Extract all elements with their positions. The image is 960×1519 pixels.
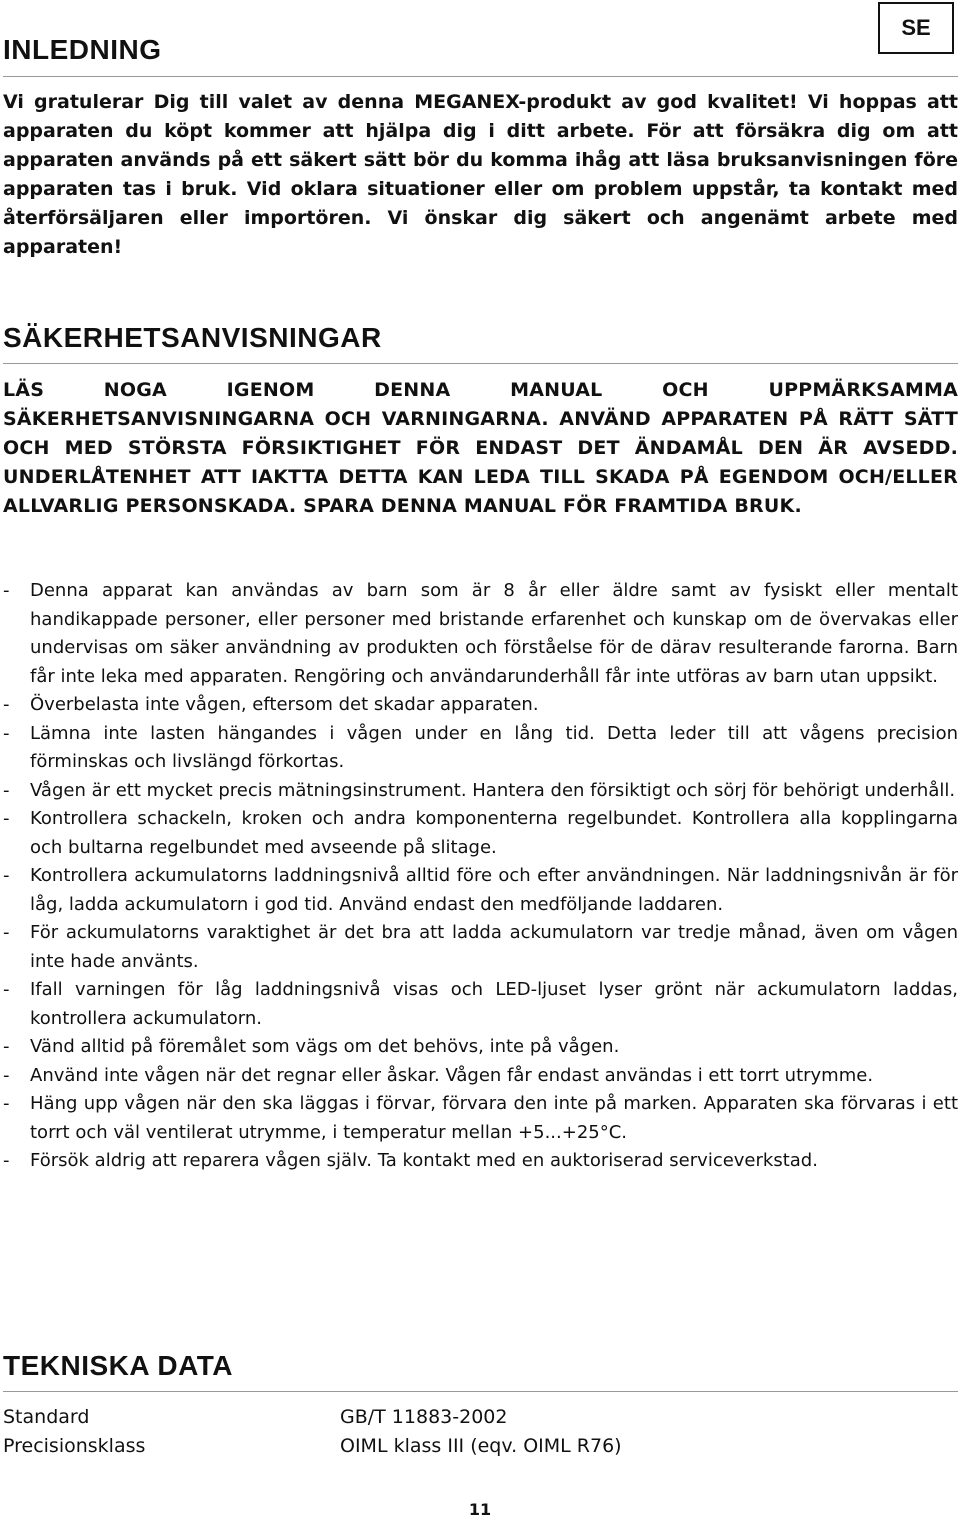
bullet-text: Denna apparat kan användas av barn som är 8 år eller äldre samt av fysiskt eller mentalt handikappade personer, eller personer med bristande erfarenhet och kunskap om de övervakas eller undervisas om säker användning av produkten och förståelse för de därav resulterande farorna. Barn får inte leka med apparaten. Rengöring och användarunderhåll får inte utföras av barn utan uppsikt. [30,580,958,687]
bullet-text: Kontrollera ackumulatorns laddningsnivå alltid före och efter användningen. När laddningsnivån är för låg, ladda ackumulatorn i god tid. Använd endast den medföljande laddaren. [30,865,958,915]
bullet-dash: - [3,922,10,943]
list-item [3,1033,958,1062]
bullet-dash: - [3,1093,10,1114]
safety-list [3,577,958,1176]
safety-divider [3,363,958,364]
bullet-text: Lämna inte lasten hängandes i vågen under en lång tid. Detta leder till att vågens precision förminskas och livslängd förkortas. [30,722,958,772]
spec-label: Standard [3,1406,90,1428]
list-item [3,805,958,862]
bullet-dash: - [3,580,10,601]
bullet-dash: - [3,779,10,801]
spec-row-precision [3,1435,703,1457]
spec-row-standard [3,1406,703,1428]
intro-title: INLEDNING [3,34,162,65]
tech-divider [3,1391,958,1392]
page-number: 11 [468,1500,492,1519]
list-item [3,577,958,691]
bullet-text: För ackumulatorns varaktighet är det bra att ladda ackumulatorn var tredje månad, även om vågen inte hade använts. [30,922,958,972]
list-item [3,691,958,720]
bullet-dash: - [3,694,10,715]
spec-label: Precisionsklass [3,1435,146,1457]
list-item [3,1090,958,1147]
spec-value: OIML klass III (eqv. OIML R76) [340,1435,622,1457]
bullet-text: Försök aldrig att reparera vågen själv. Ta kontakt med en auktoriserad serviceverkstad. [30,1150,818,1171]
bullet-text: Häng upp vågen när den ska läggas i förvar, förvara den inte på marken. Apparaten ska förvaras i ett torrt och väl ventilerat utrymme, i temperatur mellan +5...+25°C. [30,1093,958,1143]
bullet-dash: - [3,808,10,829]
safety-title: SÄKERHETSANVISNINGAR [3,322,382,353]
list-item [3,1062,958,1091]
spec-value: GB/T 11883-2002 [340,1406,508,1428]
safety-warning: LÄS NOGA IGENOM DENNA MANUAL OCH UPPMÄRKSAMMA SÄKERHETSANVISNINGARNA OCH VARNINGARNA. ANVÄND APPARATEN PÅ RÄTT SÄTT OCH MED STÖRSTA FÖRSIKTIGHET FÖR ENDAST DET ÄNDAMÅL DEN ÄR AVSEDD. UNDERLÅTENHET ATT IAKTTA DETTA KAN LEDA TILL SKADA PÅ EGENDOM OCH/ELLER ALLVARLIG PERSONSKADA. SPARA DENNA MANUAL FÖR FRAMTIDA BRUK. [3,379,958,517]
list-item [3,862,958,919]
bullet-dash: - [3,1036,10,1057]
bullet-text: Kontrollera schackeln, kroken och andra komponenterna regelbundet. Kontrollera alla kopplingarna och bultarna regelbundet med avseende på slitage. [30,808,958,858]
list-item [3,919,958,976]
list-item [3,777,958,806]
bullet-dash: - [3,979,10,1000]
bullet-text: Överbelasta inte vågen, eftersom det skadar apparaten. [30,694,539,715]
bullet-dash: - [3,1064,10,1086]
bullet-dash: - [3,722,10,744]
list-item [3,1147,958,1176]
intro-divider [3,76,958,77]
intro-text: Vi gratulerar Dig till valet av denna MEGANEX-produkt av god kvalitet! Vi hoppas att apparaten du köpt kommer att hjälpa dig i ditt arbete. För att försäkra dig om att apparaten används på ett säkert sätt bör du komma ihåg att läsa bruksanvisningen före apparaten tas i bruk. Vid oklara situationer eller om problem uppstår, ta kontakt med återförsäljaren eller importören. Vi önskar dig säkert och angenämt arbete med apparaten! [3,91,958,258]
bullet-text: Vänd alltid på föremålet som vägs om det behövs, inte på vågen. [30,1036,620,1057]
bullet-dash: - [3,865,10,886]
bullet-text: Ifall varningen för låg laddningsnivå visas och LED-ljuset lyser grönt när ackumulatorn laddas, kontrollera ackumulatorn. [30,979,958,1029]
tech-title: TEKNISKA DATA [3,1350,233,1381]
list-item [3,976,958,1033]
bullet-dash: - [3,1150,10,1171]
bullet-text: Använd inte vågen när det regnar eller åskar. Vågen får endast användas i ett torrt utrymme. [30,1064,874,1086]
list-item [3,720,958,777]
language-tab: SE [878,2,954,54]
bullet-text: Vågen är ett mycket precis mätningsinstrument. Hantera den försiktigt och sörj för behörigt underhåll. [30,779,956,801]
